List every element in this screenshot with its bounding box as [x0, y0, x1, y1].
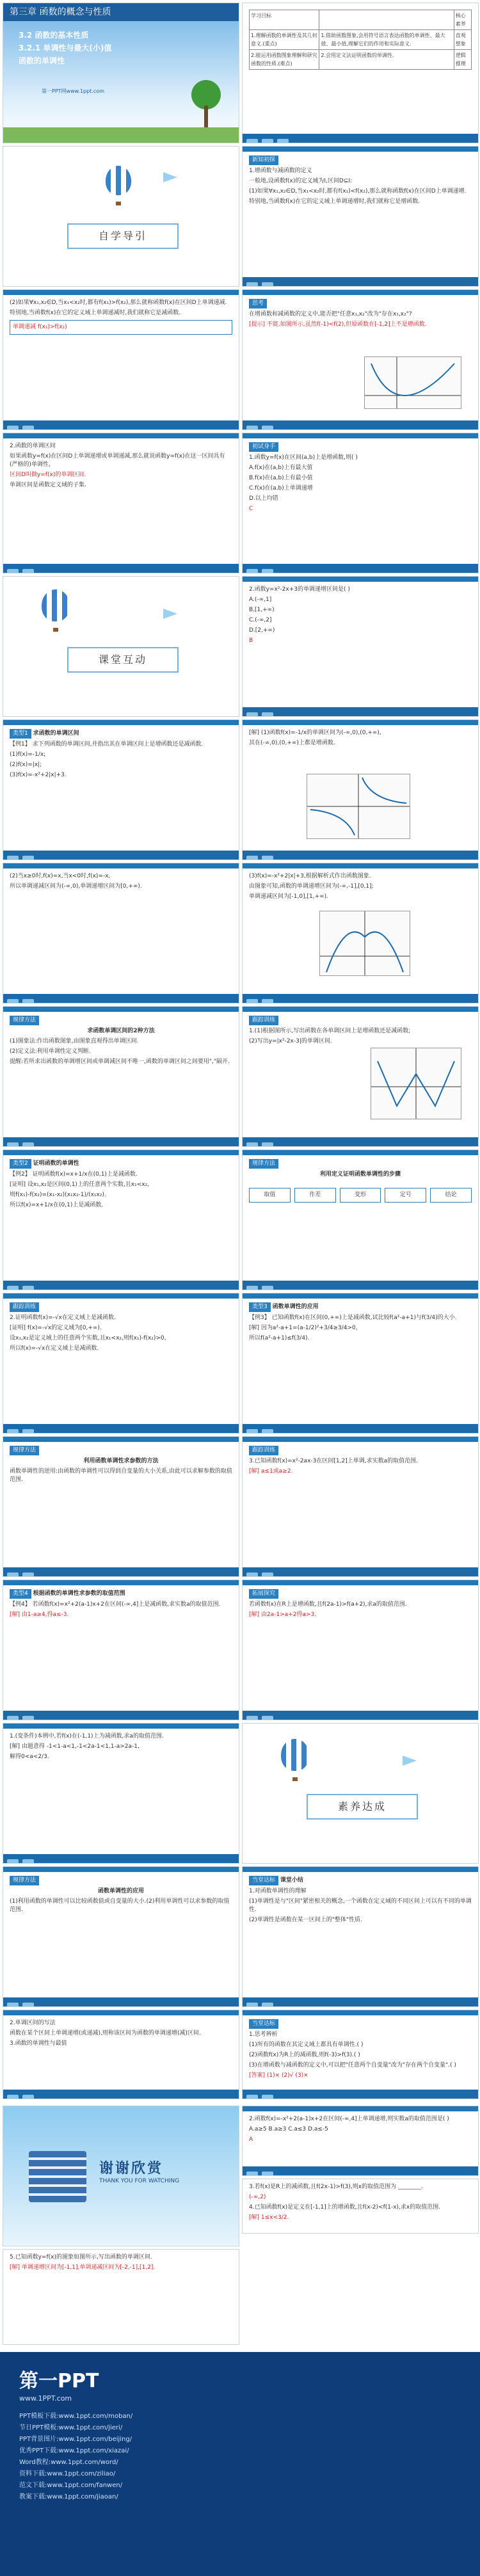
- slide-monotonic-interval[interactable]: 2.函数的单调区间 如果函数y=f(x)在区间D上单调递增或单调递减,那么就说函数y=f(x)在这一区间具有(严格的)单调性, 区间D叫做y=f(x)的单调区间. 单调区间是函数定义域的子集.: [3, 433, 239, 573]
- footer-link[interactable]: 优秀PPT下载:www.1ppt.com/xiazai/: [19, 2447, 129, 2454]
- balloon-icon: [42, 589, 70, 621]
- nav-bar[interactable]: [3, 420, 239, 429]
- footer-link[interactable]: PPT模板下载:www.1ppt.com/moban/: [19, 2413, 133, 2420]
- paper-plane-icon: [163, 172, 177, 182]
- slide-method-4[interactable]: 规律方法 函数单调性的应用 (1)利用函数的单调性可以比较函数值或自变量的大小.(2)利用单调性可以求参数的取值范围.: [3, 1866, 239, 2007]
- slide-thanks[interactable]: [3, 2106, 239, 2246]
- slide-quiz-1[interactable]: 初试身手 1.函数y=f(x)在区间(a,b)上是增函数,则( ) A.f(x)在(a,b)上有最大值 B.f(x)在(a,b)上有最小值 C.f(x)在(a,b)上单调递增 D.以上均错 C: [242, 433, 479, 573]
- slide-think[interactable]: 思考 在增函数和减函数的定义中,能否把"任意x₁,x₂"改为"存在x₁,x₂"? [提示] 不能.如图所示,虽然f(-1)<f(2),但原函数在[-1,2]上不是增函数.: [242, 289, 479, 430]
- books-icon: [29, 2151, 86, 2202]
- nav-bar[interactable]: [3, 2090, 239, 2099]
- slide-example-3[interactable]: 类型3 函数单调性的应用 【例3】 已知函数f(x)在区间(0,+∞)上是减函数,试比较f(a²-a+1)与f(3/4)的大小. [解] 因为a²-a+1=(a-1/2)²+3/4≥3/4>0, 所以f(a²-a+1)≤f(3/4).: [242, 1293, 479, 1434]
- footer-link[interactable]: Word教程:www.1ppt.com/word/: [19, 2459, 118, 2466]
- subsection-title: 3.2.1 单调性与最大(小)值: [19, 44, 112, 52]
- parabola-graph: [364, 356, 461, 409]
- slide-variant[interactable]: 1.(变条件)本例中,若f(x)在(-1,1)上为减函数,求a的取值范围. [解] 由题意得 -1<1-a<1,-1<2a-1<1,1-a>2a-1, 解得0<a<2/3.: [3, 1723, 239, 1864]
- highlight-box: 单调递减 f(x₁)>f(x₂): [10, 320, 232, 335]
- nav-bar[interactable]: [243, 134, 478, 143]
- nav-bar[interactable]: [243, 420, 478, 429]
- footer-links: [19, 2411, 132, 2503]
- nav-bar[interactable]: [243, 2166, 478, 2175]
- nav-bar[interactable]: [243, 707, 478, 716]
- slide-class-banner[interactable]: [3, 576, 239, 717]
- nav-bar[interactable]: [3, 1711, 239, 1720]
- objectives-table: [249, 10, 472, 70]
- nav-bar[interactable]: [243, 1711, 478, 1720]
- slide-practice-1[interactable]: 跟踪训练 1.(1)根据图所示,写出函数在各单调区间上是增函数还是减函数; (2)写出y=|x²-2x-3|的单调区间.: [242, 1006, 479, 1147]
- slide-solution-3[interactable]: (3)f(x)=-x²+2|x|+3,根据解析式作出函数图象. 由图象可知,函数的单调递增区间为(-∞,-1],[0,1]; 单调递减区间为[-1,0],[1,+∞).: [242, 863, 479, 1004]
- slide-practice-2[interactable]: 跟踪训练 2.证明函数f(x)=-√x在定义域上是减函数. [证明] f(x)=-√x的定义域为[0,+∞). 设x₁,x₂是定义域上的任意两个实数,且x₁<x₂,则f(x₁)-f(x₂)>0, 所以f(x)=-√x在定义域上是减函数.: [3, 1293, 239, 1434]
- nav-bar[interactable]: [3, 564, 239, 573]
- footer-link[interactable]: 资料下载:www.1ppt.com/ziliao/: [19, 2470, 116, 2477]
- footer-link[interactable]: PPT背景图片:www.1ppt.com/beijing/: [19, 2436, 132, 2443]
- footer-link[interactable]: 教案下载:www.1ppt.com/jiaoan/: [19, 2493, 118, 2500]
- credit: 第一PPT网www.1ppt.com: [42, 88, 104, 94]
- section-title: 3.2 函数的基本性质: [19, 31, 89, 40]
- slide-method-2[interactable]: 规律方法 利用定义证明函数单调性的步骤 取值 作差 变形 定号 结论: [242, 1149, 479, 1290]
- thanks-text: 谢谢欣赏: [99, 2161, 164, 2177]
- slide-definition-decreasing[interactable]: (2)如果∀x₁,x₂∈D,当x₁<x₂时,都有f(x₁)>f(x₂),那么就称函数f(x)在区间D上单调递减. 特别地,当函数f(x)在它的定义域上单调递减时,我们就称它是减函数. 单调递减 f(x₁)>f(x₂): [3, 289, 239, 430]
- nav-bar[interactable]: [243, 851, 478, 860]
- slide-objectives[interactable]: [242, 3, 479, 143]
- slide-title[interactable]: [3, 3, 239, 143]
- nav-bar[interactable]: [243, 1137, 478, 1146]
- table-row: 1.理解函数的单调性及其几何意义.(重点) 1.借助函数图象,会用符号语言表达函数的单调性、最大值、最小值,理解它们的作用和实际意义. 直观想象: [250, 30, 472, 50]
- paper-plane-icon: [403, 1756, 417, 1766]
- nav-bar[interactable]: [3, 1424, 239, 1433]
- nav-bar[interactable]: [243, 1567, 478, 1576]
- nav-bar[interactable]: [243, 277, 478, 286]
- footer-link[interactable]: 节日PPT模板:www.1ppt.com/jieri/: [19, 2424, 123, 2431]
- slide-practice-3[interactable]: 跟踪训练 3.已知函数f(x)=x²-2ax-3在区间[1,2]上单调,求实数a的取值范围. [解] a≤1或a≥2.: [242, 1436, 479, 1577]
- nav-bar[interactable]: [243, 2090, 478, 2099]
- table-row: 2.能运用函数图象理解和研究函数的性质.(难点) 2.会用定义法证明函数的单调性. 逻辑推理: [250, 50, 472, 70]
- site-logo[interactable]: 第一PPT: [19, 2370, 99, 2392]
- site-footer: [0, 2352, 480, 2576]
- slide-quiz-2[interactable]: 2.函数y=x²-2x+3的单调递增区间是( ) A.(-∞,1] B.[1,+∞) C.(-∞,2] D.[2,+∞) B: [242, 576, 479, 717]
- basket-icon: [53, 628, 58, 632]
- nav-bar[interactable]: [243, 564, 478, 573]
- slide-method-3[interactable]: 规律方法 利用函数单调性求参数的方法 函数单调性的逆用:由函数的单调性可以得到自变量的大小关系,由此可以求解参数的取值范围.: [3, 1436, 239, 1577]
- balloon-icon: [281, 1739, 309, 1771]
- slide-check-4[interactable]: 5.已知函数y=f(x)的图象如图所示,写出函数的单调区间. [解] 单调递增区间为[-1,1],单调递减区间为[-2,-1],[1,2].: [3, 2249, 239, 2345]
- slide-check-2[interactable]: 2.函数f(x)=-x²+2(a-1)x+2在区间(-∞,4]上单调递增,则实数a的取值范围是( ) A.a≥5 B.a≥3 C.a≤3 D.a≤-5 A: [242, 2106, 479, 2176]
- paper-plane-icon: [163, 609, 177, 619]
- slide-method-1[interactable]: 规律方法 求函数单调区间的2种方法 (1)图象法:作出函数图象,由图象直观得出单调区间. (2)定义法:利用单调性定义判断. 提醒:若所求出函数的单调增区间或单调减区间不唯一,函数的单调区间之间要用","隔开.: [3, 1006, 239, 1147]
- objectives-header-goal: 学习目标: [250, 10, 319, 30]
- slide-solution-1[interactable]: [解] (1)函数f(x)=-1/x的单调区间为(-∞,0),(0,+∞), 其在(-∞,0),(0,+∞)上都是增函数.: [242, 719, 479, 860]
- slide-definition-increasing[interactable]: 新知初探 1.增函数与减函数的定义 一般地,设函数f(x)的定义域为I,区间D⊆I: (1)如果∀x₁,x₂∈D,当x₁<x₂时,都有f(x₁)<f(x₂),那么就称函数f(x)在区间D上单调递增. 特别地,当函数f(x)在它的定义域上单调递增时,我们就称它是增函数.: [242, 146, 479, 287]
- piecewise-graph: [371, 1048, 461, 1119]
- nav-bar[interactable]: [3, 994, 239, 1003]
- nav-bar[interactable]: [3, 1567, 239, 1576]
- nav-bar[interactable]: [3, 1997, 239, 2006]
- nav-bar[interactable]: [243, 1281, 478, 1290]
- nav-bar[interactable]: [243, 994, 478, 1003]
- balloon-icon: [106, 166, 131, 195]
- lesson-title: 函数的单调性: [19, 56, 65, 65]
- slide-summary-2[interactable]: 2.单调区间的写法 函数在某个区间上单调递增(或递减),则称该区间为函数的单调递增(减)区间. 3.函数的单调性与最值: [3, 2010, 239, 2099]
- slide-summary-1[interactable]: 当堂达标 课堂小结 1.对函数单调性的理解 (1)单调性是与"区间"紧密相关的概念,一个函数在定义域的不同区间上可以有不同的单调性. (2)单调性是函数在某一区间上的"整体"性质.: [242, 1866, 479, 2007]
- banner-class: 课堂互动: [67, 647, 179, 673]
- steps-flow: 取值 作差 变形 定号 结论: [249, 1185, 472, 1203]
- slide-example-4[interactable]: 类型4 根据函数的单调性求参数的取值范围 【例4】 若函数f(x)=x²+2(a-1)x+2在区间(-∞,4]上是减函数,求实数a的取值范围. [解] 由1-a≥4,得a≤-3.: [3, 1580, 239, 1720]
- nav-bar[interactable]: [3, 1281, 239, 1290]
- site-url[interactable]: www.1PPT.com: [19, 2394, 72, 2403]
- ground: [3, 127, 239, 143]
- objectives-header-core: 核心素养: [454, 10, 471, 30]
- hyperbola-graph: [307, 774, 410, 839]
- basket-icon: [116, 202, 121, 205]
- slide-extension[interactable]: 拓展探究 若函数f(x)在R上是增函数,且f(2a-1)>f(a+2),求a的取值范围. [解] 由2a-1>a+2得a>3.: [242, 1580, 479, 1720]
- slide-example-2[interactable]: 类型2 证明函数的单调性 【例2】 证明函数f(x)=x+1/x在(0,1)上是减函数. [证明] 设x₁,x₂是区间(0,1)上的任意两个实数,且x₁<x₂, 则f(x₁)-f(x₂)=(x₁-x₂)(x₁x₂-1)/(x₁x₂). 所以f(x)=x+1/x在(0,1)上是减函数.: [3, 1149, 239, 1290]
- slide-summary-banner[interactable]: [242, 1723, 479, 1864]
- slide-example-1[interactable]: 类型1 求函数的单调区间 【例1】 求下列函数的单调区间,并指出其在单调区间上是增函数还是减函数. (1)f(x)=-1/x; (2)f(x)=|x|; (3)f(x)=-x²+2|x|+3.: [3, 719, 239, 860]
- slide-solution-2[interactable]: (2)当x≥0时,f(x)=x,当x<0时,f(x)=-x, 所以单调递减区间为(-∞,0),单调递增区间为[0,+∞).: [3, 863, 239, 1004]
- slide-check-1[interactable]: 当堂达标 1.思考辨析 (1)所有的函数在其定义域上都具有单调性.( ) (2)函数f(x)为R上的减函数,则f(-3)>f(3).( ) (3)在增函数与减函数的定义中,可以把"任意两个自变量"改为"存在两个自变量".( ) [答案] (1)× (2)√ (3)×: [242, 2010, 479, 2099]
- nav-bar[interactable]: [243, 1997, 478, 2006]
- nav-bar[interactable]: [3, 1854, 239, 1863]
- function-graph: [319, 911, 410, 976]
- nav-bar[interactable]: [243, 1424, 478, 1433]
- lesson-titles: [19, 29, 140, 67]
- thanks-subtext: THANK YOU FOR WATCHING: [99, 2178, 180, 2184]
- nav-bar[interactable]: [3, 851, 239, 860]
- footer-link[interactable]: 范文下载:www.1ppt.com/fanwen/: [19, 2482, 123, 2489]
- basket-icon: [292, 1777, 298, 1781]
- chapter-title: 第三章 函数的概念与性质: [3, 3, 239, 21]
- banner-preview: 自学导引: [67, 223, 179, 249]
- nav-bar[interactable]: [3, 1137, 239, 1146]
- slide-check-3[interactable]: 3.若f(x)是R上的减函数,且f(2x-1)>f(3),则x的取值范围为 ________. (-∞,2) 4.已知函数f(x)是定义在[-1,1]上的增函数,且f(x-2)<f(1-x),求x的取值范围. [解] 1≤x<3/2.: [242, 2179, 479, 2234]
- tag-label: 新知初探: [249, 156, 278, 165]
- slide-preview-banner[interactable]: [3, 146, 239, 287]
- banner-summary: 素养达成: [307, 1794, 418, 1820]
